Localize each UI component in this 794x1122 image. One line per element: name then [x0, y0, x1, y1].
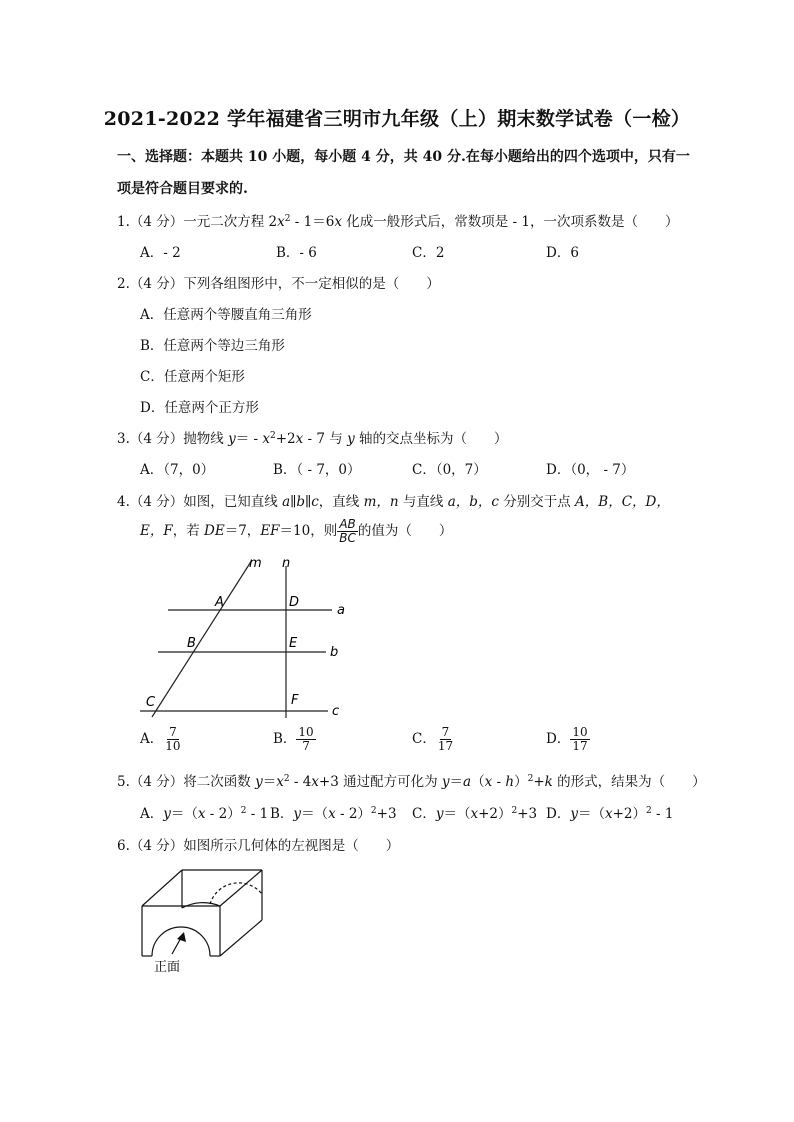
label-point-F: F — [291, 693, 299, 708]
q3-option-d: D．（0， - 7） — [546, 462, 635, 478]
q5-option-a: A．y＝（x - 2）$^2$ - 1 — [140, 806, 269, 822]
label-point-E: E — [289, 636, 298, 651]
question-2: 2.（4 分）下列各组图形中，不一定相似的是（ ） — [117, 276, 440, 292]
section-heading-line2: 项是符合题目要求的. — [117, 181, 248, 197]
question-4-line1: 4.（4 分）如图，已知直线 a∥b∥c，直线 m，n 与直线 a，b，c 分别交于点 A，B，C，D， — [117, 494, 670, 510]
label-point-B: B — [187, 636, 196, 651]
label-point-D: D — [289, 595, 300, 610]
q3-option-b: B．（ - 7，0） — [273, 462, 361, 478]
question-1: 1.（4 分）一元二次方程 $2x^2 - 1=6x$ 化成一般形式后，常数项是 - 1，一次项系数是（ ） — [117, 214, 679, 230]
q2-option-d: D．任意两个正方形 — [140, 400, 259, 416]
label-a: a — [337, 603, 345, 618]
q1-option-a: A．- 2 — [140, 245, 181, 261]
ab-over-bc-fraction: $\frac{AB}{BC}$ — [339, 517, 356, 545]
question-6: 6.（4 分）如图所示几何体的左视图是（ ） — [117, 838, 400, 854]
parallel-lines-figure — [130, 552, 360, 724]
q5-option-c: C．$y=(x+2)^2+3$ — [412, 806, 538, 822]
line-m — [152, 560, 252, 717]
q2-option-c: C．任意两个矩形 — [140, 369, 245, 385]
section-heading-line1: 一、选择题：本题共 10 小题，每小题 4 分，共 40 分.在每小题给出的四个选项中，只有一 — [117, 149, 690, 165]
q5-option-b: B．y＝（x - 2）$^2$+3 — [270, 806, 397, 822]
solid-figure — [134, 864, 274, 976]
label-m: m — [249, 556, 262, 571]
q1-option-d: D．6 — [546, 245, 579, 261]
label-point-A: A — [215, 595, 224, 610]
q2-option-a: A．任意两个等腰直角三角形 — [140, 307, 312, 323]
q4-option-d: D． $\frac{10}{17}$ — [546, 725, 588, 753]
question-5: 5.（4 分）将二次函数 $y=x^2 - 4x+3$ 通过配方可化为 y＝a（x - h）$^2$+k 的形式，结果为（ ） — [117, 774, 706, 790]
label-point-C: C — [146, 695, 156, 710]
q1-option-c: C．2 — [412, 245, 445, 261]
q4-option-b: B． $\frac{10}{7}$ — [273, 725, 314, 753]
q3-option-a: A．（7，0） — [140, 462, 215, 478]
q4-option-a: A． $\frac{7}{10}$ — [140, 725, 181, 753]
page-title: 2021-2022 学年福建省三明市九年级（上）期末数学试卷（一检） — [103, 108, 691, 130]
q5-option-d: D．$y=(x+2)^2 - 1$ — [546, 806, 674, 822]
front-label: 正面 — [154, 960, 181, 975]
question-4-line2: E，F，若 DE＝7，EF＝10，则 $\frac{AB}{BC}$ 的值为（ ） — [140, 517, 453, 545]
q1-option-b: B．- 6 — [276, 245, 317, 261]
q4-option-c: C． $\frac{7}{17}$ — [412, 725, 454, 753]
label-c: c — [332, 704, 340, 719]
label-b: b — [330, 645, 339, 660]
label-n: n — [282, 556, 291, 571]
q2-option-b: B．任意两个等边三角形 — [140, 338, 285, 354]
q3-option-c: C．（0，7） — [412, 462, 487, 478]
question-3: 3.（4 分）抛物线 $y= - x^2+2x - 7$ 与 y 轴的交点坐标为（ ） — [117, 431, 508, 447]
